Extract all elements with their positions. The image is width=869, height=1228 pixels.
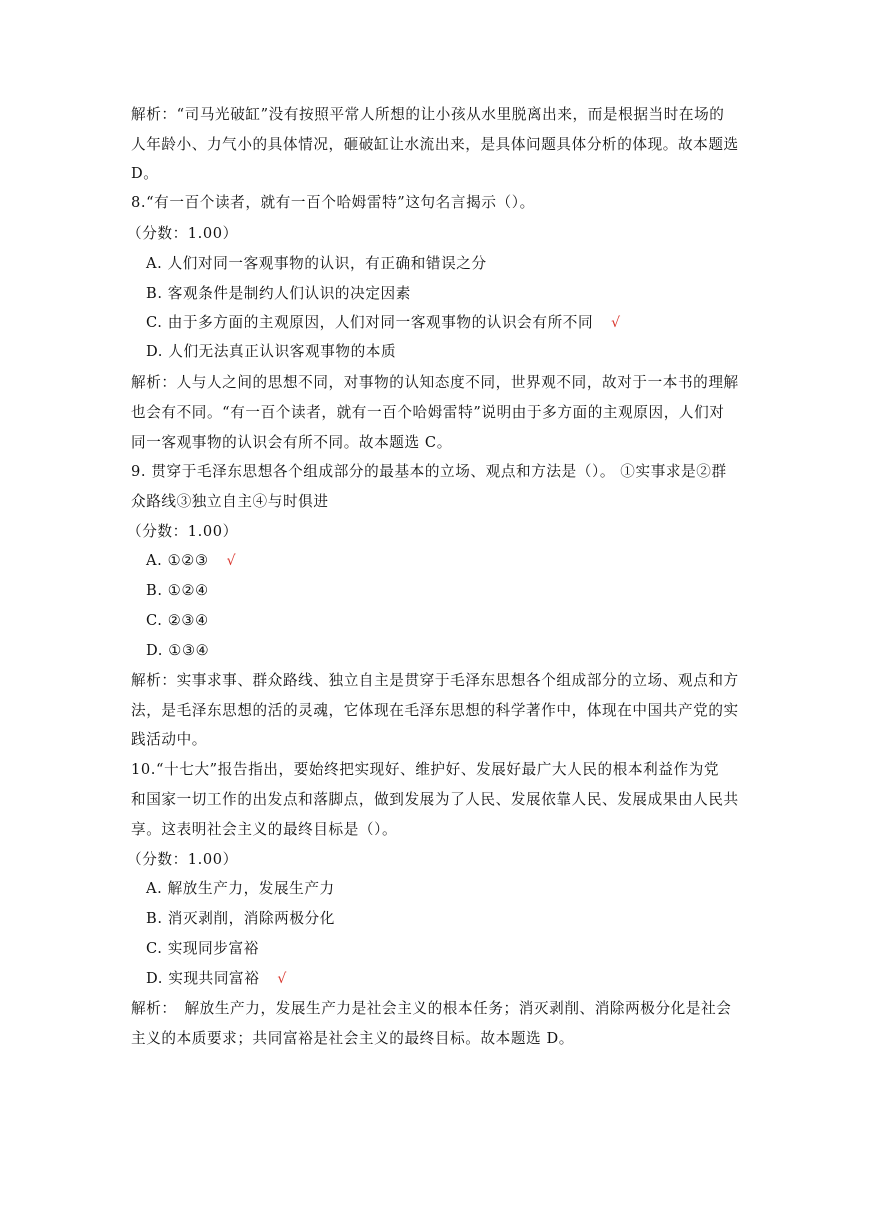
option-text: C. 由于多方面的主观原因，人们对同一客观事物的认识会有所不同 — [146, 314, 594, 331]
analysis-line: 同一客观事物的认识会有所不同。故本题选 C。 — [131, 434, 452, 451]
question-10-text: 和国家一切工作的出发点和落脚点，做到发展为了人民、发展依靠人民、发展成果由人民共 — [131, 791, 739, 808]
analysis-line: 解析：“司马光破缸”没有按照平常人所想的让小孩从水里脱离出来，而是根据当时在场的 — [131, 106, 725, 123]
correct-check-icon: √ — [226, 553, 237, 569]
question-10-option-b: B. 消灭剥削，消除两极分化 — [146, 910, 335, 927]
question-8-option-b: B. 客观条件是制约人们认识的决定因素 — [146, 285, 411, 302]
correct-check-icon: √ — [277, 971, 287, 987]
question-8-option-a: A. 人们对同一客观事物的认识，有正确和错误之分 — [146, 255, 487, 272]
analysis-line: 解析：人与人之间的思想不同，对事物的认知态度不同，世界观不同，故对于一本书的理解 — [131, 374, 739, 391]
question-8-option-c — [146, 313, 621, 333]
question-8-option-d: D. 人们无法真正认识客观事物的本质 — [146, 343, 397, 360]
question-10-option-d — [146, 969, 287, 989]
question-10-text: 享。这表明社会主义的最终目标是（）。 — [131, 821, 398, 838]
question-9-option-b: B. ①②④ — [146, 582, 209, 599]
question-10-option-a: A. 解放生产力，发展生产力 — [146, 880, 335, 897]
analysis-line: D。 — [131, 165, 159, 182]
option-text: A. ①②③ — [146, 552, 209, 569]
question-8-score: （分数：1.00） — [127, 225, 238, 242]
option-text: D. 实现共同富裕 — [146, 970, 260, 987]
correct-check-icon: √ — [611, 315, 621, 331]
question-8-text: 8.“有一百个读者，就有一百个哈姆雷特”这句名言揭示（）。 — [131, 194, 535, 211]
analysis-line: 法，是毛泽东思想的活的灵魂，它体现在毛泽东思想的科学著作中，体现在中国共产党的实 — [131, 702, 739, 719]
question-9-option-c: C. ②③④ — [146, 612, 209, 629]
analysis-line: 解析： 解放生产力，发展生产力是社会主义的根本任务；消灭剥削、消除两极分化是社会 — [131, 1000, 732, 1017]
question-10-option-c: C. 实现同步富裕 — [146, 940, 259, 957]
question-10-score: （分数：1.00） — [127, 851, 238, 868]
analysis-line: 人年龄小、力气小的具体情况，砸破缸让水流出来，是具体问题具体分析的体现。故本题选 — [131, 136, 739, 153]
question-9-option-a — [146, 551, 236, 571]
question-9-option-d: D. ①③④ — [146, 642, 210, 659]
question-9-text: 9. 贯穿于毛泽东思想各个组成部分的最基本的立场、观点和方法是（）。 ①实事求是②群 — [131, 463, 727, 480]
analysis-line: 践活动中。 — [131, 731, 207, 748]
analysis-line: 主义的本质要求；共同富裕是社会主义的最终目标。故本题选 D。 — [131, 1030, 574, 1047]
question-9-text: 众路线③独立自主④与时俱进 — [131, 493, 329, 510]
question-10-text: 10.“十七大”报告指出，要始终把实现好、维护好、发展好最广大人民的根本利益作为党 — [131, 761, 720, 778]
analysis-line: 解析：实事求事、群众路线、独立自主是贯穿于毛泽东思想各个组成部分的立场、观点和方 — [131, 672, 739, 689]
analysis-line: 也会有不同。“有一百个读者，就有一百个哈姆雷特”说明由于多方面的主观原因，人们对 — [131, 404, 725, 421]
question-9-score: （分数：1.00） — [127, 523, 238, 540]
